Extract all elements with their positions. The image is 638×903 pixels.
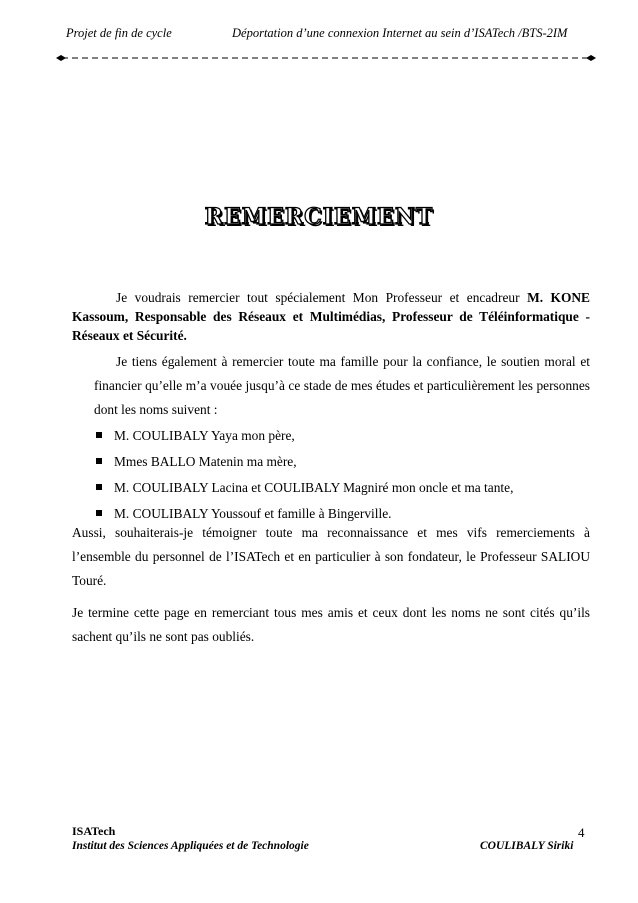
list-item: M. COULIBALY Yaya mon père,: [94, 426, 513, 452]
bullet-square-icon: [96, 458, 102, 464]
paragraph-professor-bold: M. KONE Kassoum, Responsable des Réseaux et Multimédias, Professeur de Téléinformatique - Réseaux et Sécurité.: [72, 290, 590, 343]
footer-org: ISATech: [72, 824, 116, 838]
bullet-square-icon: [96, 432, 102, 438]
header-left: Projet de fin de cycle: [66, 26, 172, 40]
footer-author: COULIBALY Siriki: [480, 840, 574, 852]
paragraph-family-text: Je tiens également à remercier toute ma famille pour la confiance, le soutien moral et financier qu’elle m’a vouée jusqu’à ce stade de mes études et particulièrement les personnes dont les noms suivent :: [94, 354, 590, 417]
paragraph-family: [94, 350, 590, 422]
list-item: M. COULIBALY Youssouf et famille à Bingerville.: [94, 504, 513, 530]
bullet-square-icon: [96, 484, 102, 490]
paragraph-friends: Je termine cette page en remerciant tous mes amis et ceux dont les noms ne sont cités qu’ils sachent qu’ils ne sont pas oubliés.: [72, 605, 590, 644]
bullet-square-icon: [96, 510, 102, 516]
footer-org-full: Institut des Sciences Appliquées et de Technologie: [72, 840, 309, 852]
list-item: Mmes BALLO Matenin ma mère,: [94, 452, 513, 478]
family-list: [94, 426, 513, 530]
paragraph-staff: Aussi, souhaiterais-je témoigner toute ma reconnaissance et mes vifs remerciements à l’ensemble du personnel de l’ISATech et en particulier à son fondateur, le Professeur SALIOU Touré.: [72, 525, 590, 588]
header-right: Déportation d’une connexion Internet au sein d’ISATech /BTS-2IM: [232, 26, 568, 40]
header-divider: [56, 53, 596, 63]
page-number: 4: [578, 825, 585, 840]
paragraph-professor-text: Je voudrais remercier tout spécialement Mon Professeur et encadreur: [116, 290, 528, 305]
page-title: remerciement: [204, 196, 434, 232]
paragraph-professor: [72, 288, 590, 345]
list-item: M. COULIBALY Lacina et COULIBALY Magniré mon oncle et ma tante,: [94, 478, 513, 504]
